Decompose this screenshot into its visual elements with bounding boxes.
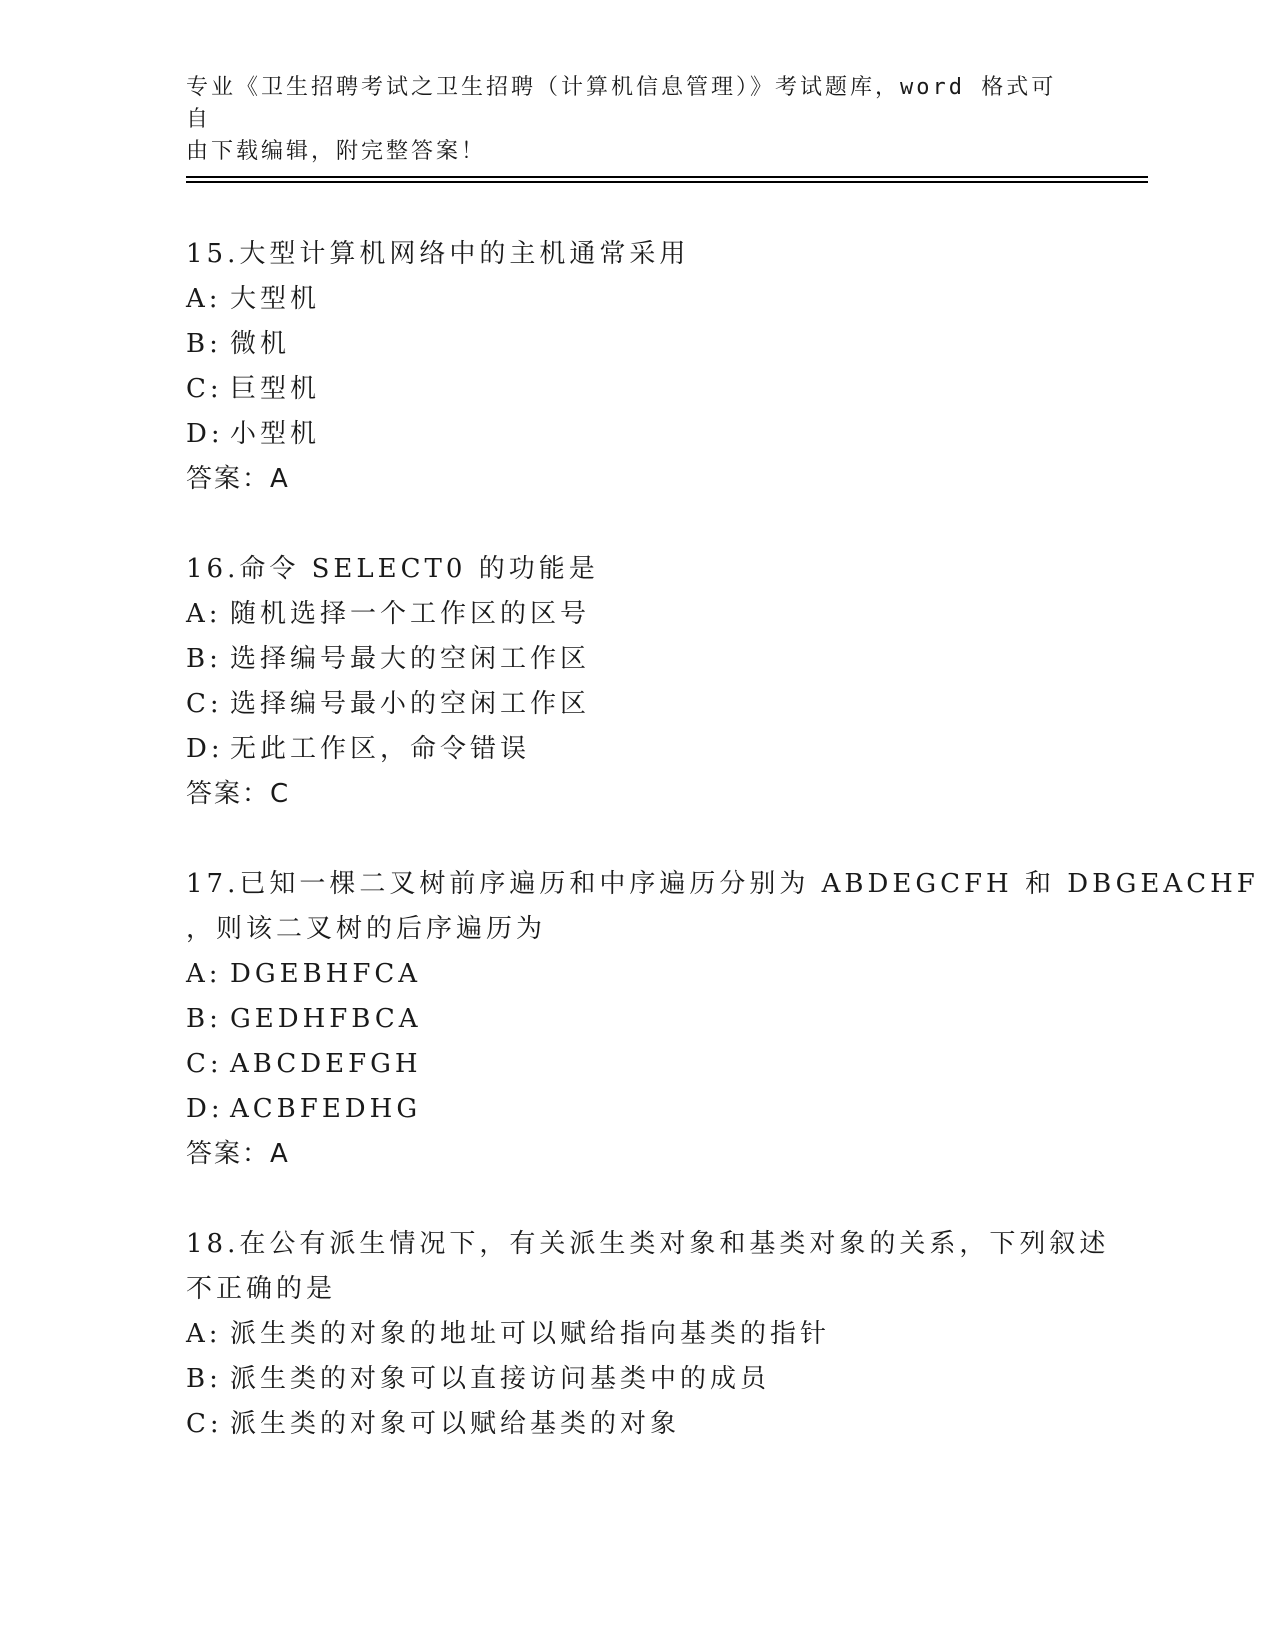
option-d xyxy=(186,727,1086,772)
option-text: 选择编号最大的空闲工作区 xyxy=(230,644,591,674)
option-c xyxy=(186,1042,1086,1087)
option-key: A: xyxy=(186,1319,222,1349)
option-key: C: xyxy=(186,374,223,404)
option-key: D: xyxy=(186,734,224,764)
answer-line: 答案：C xyxy=(186,779,291,809)
question-stem-line-2: 不正确的是 xyxy=(186,1274,337,1304)
document-header xyxy=(186,72,1066,168)
option-c xyxy=(186,1402,1086,1447)
option-text: GEDHFBCA xyxy=(230,1004,422,1034)
question-stem: 16.命令 SELECT0 的功能是 xyxy=(186,554,599,584)
option-b xyxy=(186,637,1086,682)
option-b xyxy=(186,997,1086,1042)
option-d xyxy=(186,412,1086,457)
option-text: 派生类的对象的地址可以赋给指向基类的指针 xyxy=(230,1319,831,1349)
option-key: B: xyxy=(186,1364,222,1394)
option-d xyxy=(186,1087,1086,1132)
answer-line: 答案：A xyxy=(186,1139,290,1169)
header-intro-line-2: 由下载编辑，附完整答案！ xyxy=(186,139,487,164)
option-text: 随机选择一个工作区的区号 xyxy=(230,599,591,629)
option-key: B: xyxy=(186,1004,222,1034)
option-a xyxy=(186,592,1086,637)
question-15 xyxy=(186,232,1086,502)
question-stem-line-1: 17.已知一棵二叉树前序遍历和中序遍历分别为 ABDEGCFH 和 DBGEACHF xyxy=(186,869,1259,899)
option-text: 大型机 xyxy=(230,284,321,314)
question-stem-line-2: ，则该二叉树的后序遍历为 xyxy=(186,914,547,944)
option-b xyxy=(186,1357,1086,1402)
option-text: ACBFEDHG xyxy=(230,1094,422,1124)
header-divider-bottom xyxy=(186,181,1148,183)
option-c xyxy=(186,682,1086,727)
option-text: 微机 xyxy=(230,329,291,359)
question-16 xyxy=(186,547,1086,817)
option-key: B: xyxy=(186,644,222,674)
option-key: A: xyxy=(186,599,222,629)
option-text: 选择编号最小的空闲工作区 xyxy=(230,689,591,719)
option-b xyxy=(186,322,1086,367)
option-text: 小型机 xyxy=(230,419,321,449)
header-intro-line-1: 专业《卫生招聘考试之卫生招聘（计算机信息管理）》考试题库，word 格式可自 xyxy=(186,75,1057,132)
option-text: 派生类的对象可以赋给基类的对象 xyxy=(230,1409,681,1439)
option-a xyxy=(186,277,1086,322)
option-text: DGEBHFCA xyxy=(230,959,422,989)
option-text: 派生类的对象可以直接访问基类中的成员 xyxy=(230,1364,771,1394)
answer-line: 答案：A xyxy=(186,464,290,494)
option-text: ABCDEFGH xyxy=(230,1049,422,1079)
question-list xyxy=(186,232,1259,1492)
option-key: D: xyxy=(186,419,224,449)
question-stem-line-1: 18.在公有派生情况下，有关派生类对象和基类对象的关系，下列叙述 xyxy=(186,1229,1110,1259)
option-key: C: xyxy=(186,1409,223,1439)
option-key: D: xyxy=(186,1094,224,1124)
option-a xyxy=(186,1312,1086,1357)
option-a xyxy=(186,952,1086,997)
option-key: A: xyxy=(186,959,222,989)
option-c xyxy=(186,367,1086,412)
option-key: B: xyxy=(186,329,222,359)
option-key: C: xyxy=(186,1049,223,1079)
option-key: C: xyxy=(186,689,223,719)
option-text: 无此工作区，命令错误 xyxy=(230,734,531,764)
header-divider-top xyxy=(186,176,1148,178)
option-key: A: xyxy=(186,284,222,314)
question-17 xyxy=(186,862,1259,1177)
question-18 xyxy=(186,1222,1110,1447)
option-text: 巨型机 xyxy=(230,374,321,404)
question-stem: 15.大型计算机网络中的主机通常采用 xyxy=(186,239,690,269)
